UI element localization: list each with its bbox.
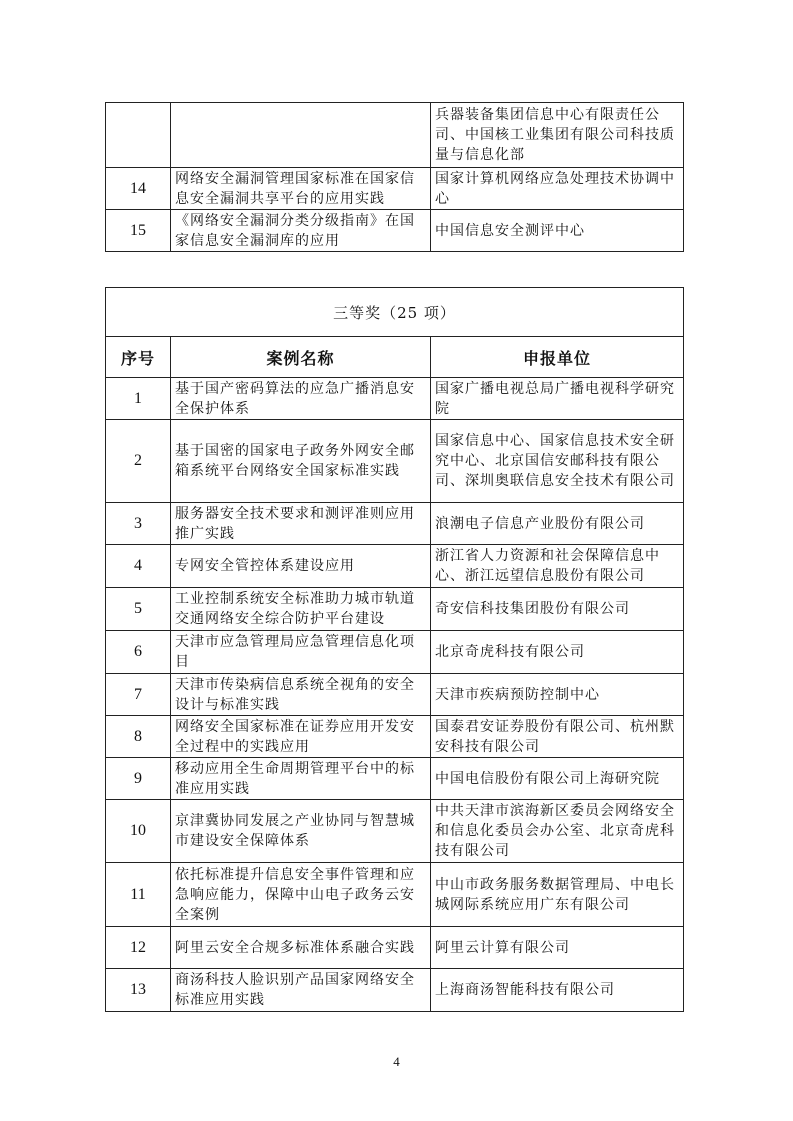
row-number: 7 (106, 674, 171, 716)
row-number: 5 (106, 588, 171, 631)
applicant-unit: 中山市政务服务数据管理局、中电长城网际系统应用广东有限公司 (431, 863, 684, 927)
header-unit: 申报单位 (431, 337, 684, 378)
case-name (171, 103, 431, 168)
case-name: 基于国密的国家电子政务外网安全邮箱系统平台网络安全国家标准实践 (171, 420, 431, 503)
row-number: 11 (106, 863, 171, 927)
case-name: 京津冀协同发展之产业协同与智慧城市建设安全保障体系 (171, 800, 431, 863)
applicant-unit: 天津市疾病预防控制中心 (431, 674, 684, 716)
applicant-unit: 中共天津市滨海新区委员会网络安全和信息化委员会办公室、北京奇虎科技有限公司 (431, 800, 684, 863)
top-table (105, 102, 684, 252)
case-name: 天津市传染病信息系统全视角的安全设计与标准实践 (171, 674, 431, 716)
table-row (106, 545, 684, 588)
row-number: 8 (106, 716, 171, 758)
applicant-unit: 国家信息中心、国家信息技术安全研究中心、北京国信安邮科技有限公司、深圳奥联信息安全技术有限公司 (431, 420, 684, 503)
applicant-unit: 兵器装备集团信息中心有限责任公司、中国核工业集团有限公司科技质量与信息化部 (431, 103, 684, 168)
case-name: 专网安全管控体系建设应用 (171, 545, 431, 588)
applicant-unit: 北京奇虎科技有限公司 (431, 631, 684, 674)
row-number: 4 (106, 545, 171, 588)
table-row (106, 420, 684, 503)
row-number: 14 (106, 168, 171, 210)
case-name: 基于国产密码算法的应急广播消息安全保护体系 (171, 378, 431, 420)
table-row (106, 863, 684, 927)
page-number: 4 (393, 1054, 400, 1069)
table-title-row (106, 288, 684, 337)
row-number: 10 (106, 800, 171, 863)
applicant-unit: 浪潮电子信息产业股份有限公司 (431, 503, 684, 545)
case-name: 网络安全国家标准在证券应用开发安全过程中的实践应用 (171, 716, 431, 758)
case-name: 商汤科技人脸识别产品国家网络安全标准应用实践 (171, 969, 431, 1012)
case-name: 服务器安全技术要求和测评准则应用推广实践 (171, 503, 431, 545)
third-prize-table (105, 287, 684, 1012)
applicant-unit: 上海商汤智能科技有限公司 (431, 969, 684, 1012)
table-row (106, 503, 684, 545)
row-number: 3 (106, 503, 171, 545)
table-row (106, 210, 684, 252)
row-number: 6 (106, 631, 171, 674)
header-row (106, 337, 684, 378)
row-number: 9 (106, 758, 171, 800)
case-name: 移动应用全生命周期管理平台中的标准应用实践 (171, 758, 431, 800)
applicant-unit: 国家广播电视总局广播电视科学研究院 (431, 378, 684, 420)
case-name: 工业控制系统安全标准助力城市轨道交通网络安全综合防护平台建设 (171, 588, 431, 631)
case-name: 网络安全漏洞管理国家标准在国家信息安全漏洞共享平台的应用实践 (171, 168, 431, 210)
row-number: 13 (106, 969, 171, 1012)
case-name: 阿里云安全合规多标准体系融合实践 (171, 927, 431, 969)
table-row (106, 927, 684, 969)
row-number: 1 (106, 378, 171, 420)
case-name: 天津市应急管理局应急管理信息化项目 (171, 631, 431, 674)
applicant-unit: 中国电信股份有限公司上海研究院 (431, 758, 684, 800)
table-row (106, 103, 684, 168)
header-no: 序号 (106, 337, 171, 378)
table-row (106, 716, 684, 758)
applicant-unit: 奇安信科技集团股份有限公司 (431, 588, 684, 631)
row-number: 15 (106, 210, 171, 252)
table-row (106, 969, 684, 1012)
row-number: 2 (106, 420, 171, 503)
table-row (106, 758, 684, 800)
table-row (106, 378, 684, 420)
table-row (106, 168, 684, 210)
table-row (106, 588, 684, 631)
header-name: 案例名称 (171, 337, 431, 378)
row-number (106, 103, 171, 168)
applicant-unit: 阿里云计算有限公司 (431, 927, 684, 969)
case-name: 《网络安全漏洞分类分级指南》在国家信息安全漏洞库的应用 (171, 210, 431, 252)
row-number: 12 (106, 927, 171, 969)
table-row (106, 674, 684, 716)
applicant-unit: 中国信息安全测评中心 (431, 210, 684, 252)
applicant-unit: 国家计算机网络应急处理技术协调中心 (431, 168, 684, 210)
table-row (106, 631, 684, 674)
case-name: 依托标准提升信息安全事件管理和应急响应能力，保障中山电子政务云安全案例 (171, 863, 431, 927)
applicant-unit: 浙江省人力资源和社会保障信息中心、浙江远望信息股份有限公司 (431, 545, 684, 588)
applicant-unit: 国泰君安证券股份有限公司、杭州默安科技有限公司 (431, 716, 684, 758)
table-row (106, 800, 684, 863)
table-title: 三等奖（25 项） (106, 288, 684, 337)
